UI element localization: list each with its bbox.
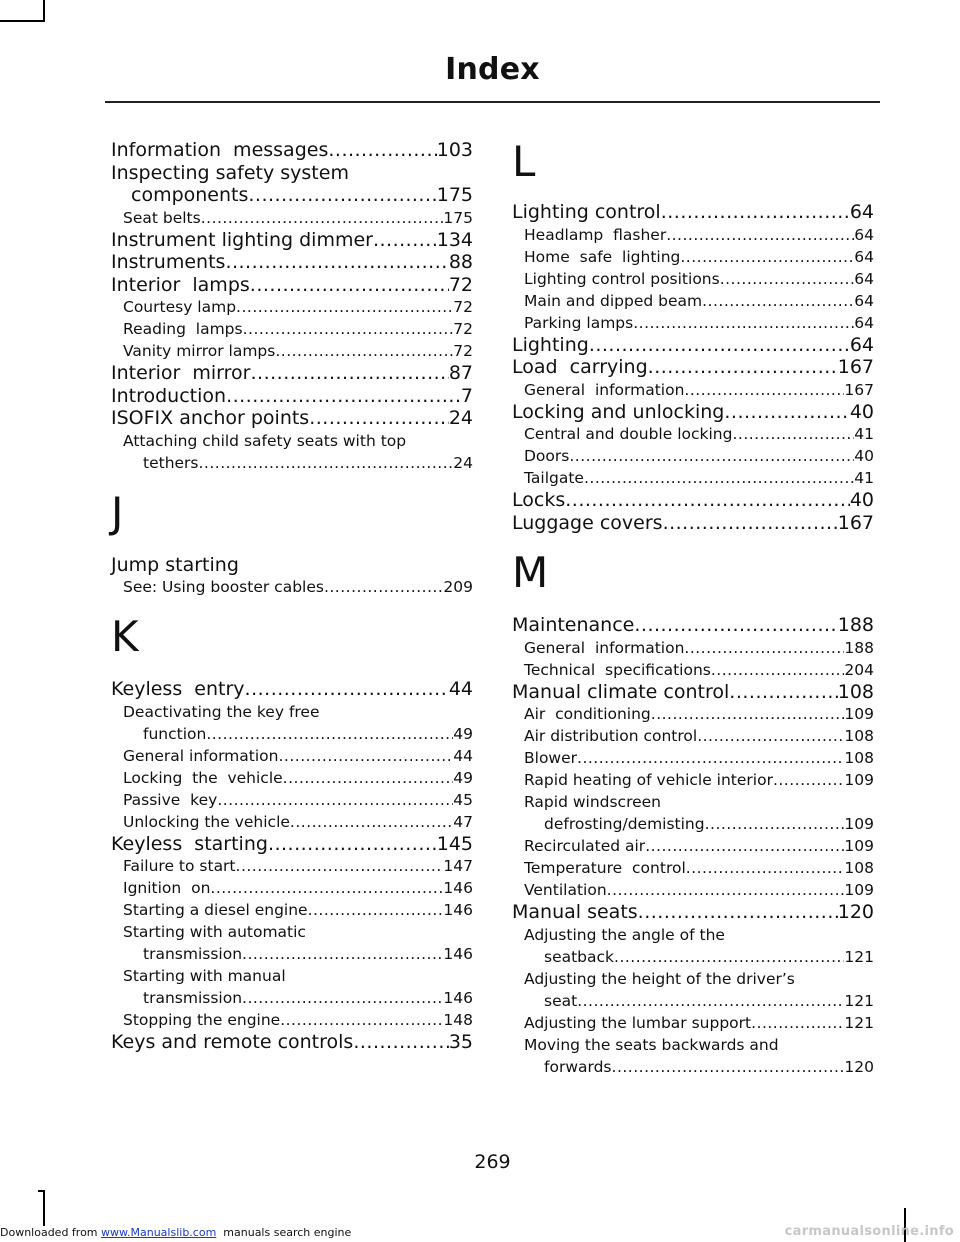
entry-page-number: 146 [443,989,473,1007]
dot-leader [236,855,444,877]
dot-leader [226,385,461,408]
entry-label: seat [544,991,578,1010]
entry-page-number: 120 [837,901,874,923]
index-entry [111,274,473,297]
entry-page-number: 134 [436,228,473,251]
index-entry [111,1031,473,1054]
index-subentry [111,943,473,965]
download-footer [0,1226,351,1239]
index-entry [111,229,473,252]
entry-label: seatback [544,947,615,966]
entry-label: General information [123,746,279,765]
entry-label: Home safe lighting [524,247,681,266]
entry-page-number: 188 [837,614,874,636]
index-subheading: Moving the seats backwards and [524,1035,779,1054]
entry-page-number: 109 [844,815,874,833]
entry-page-number: 64 [854,269,874,288]
entry-page-number: 108 [844,749,874,767]
page-number: 269 [474,1151,511,1173]
index-subentry [512,725,874,747]
entry-page-number: 24 [453,453,473,472]
entry-page-number: 121 [844,991,874,1010]
dot-leader [577,990,844,1012]
index-subentry [111,877,473,899]
entry-label: Tailgate [524,469,584,487]
entry-label: components [131,184,249,206]
entry-page-number: 64 [854,247,874,266]
index-entry [111,678,473,701]
index-subheading: Jump starting [111,553,239,576]
entry-page-number: 64 [854,313,874,332]
entry-label: Central and double locking [524,425,733,443]
entry-page-number: 72 [448,273,473,296]
entry-label: Starting a diesel engine [123,901,308,919]
index-subentry [512,857,874,879]
entry-label: defrosting/demisting [544,815,705,833]
index-subentry [111,723,473,745]
dot-leader [278,745,453,767]
dot-leader [648,356,838,379]
entry-label: Rapid heating of vehicle interior [524,771,773,789]
index-entry [111,184,473,207]
dot-leader [309,407,449,430]
index-subentry [512,990,874,1012]
index-subentry [111,987,473,1009]
dot-leader [565,489,850,512]
index-entry [111,385,473,408]
dot-leader [245,678,449,701]
index-entry [512,201,874,224]
entry-label: Main and dipped beam [524,291,703,310]
index-subentry [512,1056,874,1078]
index-subentry [512,423,874,445]
index-subentry [111,899,473,921]
index-entry [111,139,473,162]
entry-label: tethers [143,453,199,472]
entry-label: Reading lamps [123,320,243,338]
entry-page-number: 72 [453,342,473,360]
index-subentry [111,452,473,474]
entry-page-number: 108 [844,859,874,877]
index-entry [111,407,473,430]
footer-suffix: manuals search engine [216,1226,352,1239]
entry-label: Ignition on [123,879,211,897]
entry-page-number: 121 [844,947,874,966]
index-subentry [512,946,874,968]
entry-label: Keys and remote controls [111,1031,354,1053]
entry-page-number: 109 [844,881,874,899]
index-entry [512,401,874,424]
index-subentry [512,290,874,312]
dot-leader [705,813,845,835]
dot-leader [607,879,845,901]
dot-leader [324,576,443,598]
entry-label: Technical specifications [524,660,711,679]
index-entry [512,614,874,637]
dot-leader [702,290,854,312]
dot-leader [251,362,449,385]
entry-label: Instrument lighting dimmer [111,228,373,251]
entry-label: Parking lamps [524,313,634,332]
index-subentry [512,467,874,489]
entry-page-number: 72 [453,298,473,316]
entry-label: General information [524,638,685,657]
entry-page-number: 40 [854,447,874,465]
dot-leader [248,184,436,207]
dot-leader [651,703,845,725]
entry-page-number: 45 [453,790,473,809]
dot-leader [686,857,845,879]
entry-page-number: 87 [448,362,473,384]
index-entry [512,356,874,379]
crop-mark-top-left-vertical [43,0,45,22]
dot-leader [225,251,448,274]
entry-label: transmission [143,945,243,963]
index-subentry [111,1009,473,1031]
entry-label: Manual climate control [512,680,730,703]
entry-label: Interior mirror [111,362,251,384]
entry-label: Seat belts [123,208,201,227]
dot-leader [751,1012,844,1034]
watermark: carmanualsonline.info [784,1224,954,1239]
dot-leader [283,767,454,789]
index-subentry [512,659,874,681]
dot-leader [697,725,844,747]
entry-page-number: 103 [436,139,473,161]
index-letter-heading: M [512,548,549,597]
dot-leader [569,445,854,467]
index-letter-heading: J [111,487,124,537]
dot-leader [634,614,837,637]
entry-page-number: 40 [849,400,874,423]
index-entry [512,681,874,704]
entry-label: Ventilation [524,881,607,899]
index-subentry [111,855,473,877]
index-subentry [111,340,473,362]
dot-leader [577,747,844,769]
index-subentry [512,813,874,835]
entry-page-number: 167 [837,356,874,378]
dot-leader [666,224,854,246]
entry-page-number: 108 [837,680,874,703]
index-subentry [512,268,874,290]
entry-page-number: 204 [844,660,874,679]
entry-label: Adjusting the lumbar support [524,1013,752,1032]
index-letter-heading: L [512,137,536,186]
index-subheading: Deactivating the key free [123,702,320,721]
index-subentry [512,769,874,791]
entry-label: Headlamp flasher [524,225,667,244]
entry-page-number: 64 [849,333,874,356]
entry-label: forwards [544,1057,612,1076]
index-entry [111,833,473,856]
index-entry [111,362,473,385]
entry-page-number: 109 [844,705,874,723]
index-subentry [111,745,473,767]
entry-label: General information [524,380,685,399]
footer-prefix: Downloaded from [0,1226,102,1239]
dot-leader [661,201,850,224]
entry-page-number: 145 [436,832,473,855]
entry-label: Failure to start [123,857,236,875]
index-subheading: Adjusting the angle of the [524,925,725,944]
entry-label: Unlocking the vehicle [123,812,290,831]
entry-page-number: 148 [443,1011,473,1029]
index-subheading: Inspecting safety system [111,161,349,184]
index-entry [512,901,874,924]
index-subheading: Adjusting the height of the driver’s [524,969,795,988]
dot-leader [729,681,837,704]
page-title: Index [445,52,540,87]
dot-leader [773,769,844,791]
dot-leader [720,268,855,290]
entry-page-number: 40 [849,489,874,511]
dot-leader [724,401,849,424]
entry-label: Lighting control [512,201,661,223]
dot-leader [275,340,453,362]
manualslib-link[interactable]: www.Manualslib.com [101,1226,217,1239]
index-subentry [512,1012,874,1034]
entry-label: Lighting [512,333,589,356]
title-rule [105,101,880,103]
entry-label: Manual seats [512,901,638,923]
entry-label: Blower [524,749,578,767]
dot-leader [684,379,844,401]
entry-page-number: 108 [844,727,874,745]
index-subentry [512,835,874,857]
dot-leader [242,987,443,1009]
index-subheading: Rapid windscreen [524,793,662,811]
entry-label: ISOFIX anchor points [111,407,310,429]
entry-label: Interior lamps [111,273,250,296]
crop-mark-bottom-left-vertical [43,1190,45,1226]
index-subheading: Starting with automatic [123,923,306,941]
index-subentry [111,207,473,229]
entry-label: Locking and unlocking [512,400,725,423]
entry-page-number: 64 [854,291,874,310]
entry-label: Recirculated air [524,837,646,855]
entry-page-number: 64 [854,225,874,244]
entry-page-number: 7 [460,384,473,407]
entry-label: Keyless entry [111,678,245,700]
entry-page-number: 109 [844,771,874,789]
entry-page-number: 146 [443,945,473,963]
dot-leader [663,512,838,535]
index-subentry [111,576,473,598]
entry-label: Instruments [111,251,226,273]
entry-label: function [143,724,207,743]
dot-leader [290,811,453,833]
entry-page-number: 64 [849,201,874,223]
entry-label: Passive key [123,790,218,809]
entry-label: Air distribution control [524,727,698,745]
entry-page-number: 47 [453,812,473,831]
index-subentry [512,703,874,725]
index-subentry [512,224,874,246]
index-subentry [512,379,874,401]
index-subentry [512,312,874,334]
entry-page-number: 49 [453,724,473,743]
index-subheading: Starting with manual [123,967,286,985]
dot-leader [614,946,844,968]
entry-label: Load carrying [512,356,648,378]
dot-leader [308,899,444,921]
entry-label: Introduction [111,384,227,407]
dot-leader [584,467,854,489]
entry-page-number: 41 [854,425,874,443]
index-subheading: Attaching child safety seats with top [123,431,407,450]
entry-label: transmission [143,989,243,1007]
entry-label: Stopping the engine [123,1011,281,1029]
dot-leader [612,1056,845,1078]
index-column-left [111,139,473,1054]
dot-leader [201,207,444,229]
index-subentry [111,767,473,789]
index-subentry [512,246,874,268]
dot-leader [680,246,854,268]
entry-page-number: 24 [448,407,473,429]
index-subentry [111,318,473,340]
dot-leader [645,835,844,857]
index-subentry [512,747,874,769]
dot-leader [280,1009,443,1031]
index-subentry [111,789,473,811]
entry-page-number: 88 [448,251,473,273]
dot-leader [206,723,453,745]
entry-label: Courtesy lamp [123,298,237,316]
dot-leader [236,296,453,318]
dot-leader [684,637,844,659]
index-entry [512,512,874,535]
index-subentry [111,296,473,318]
index-entry [512,489,874,512]
index-entry [111,251,473,274]
dot-leader [638,901,838,924]
index-subentry [111,811,473,833]
dot-leader [199,452,454,474]
entry-page-number: 44 [448,678,473,700]
entry-label: Luggage covers [512,511,663,534]
entry-label: Lighting control positions [524,269,720,288]
dot-leader [210,877,443,899]
index-letter-heading: K [111,612,139,661]
dot-leader [268,833,437,856]
entry-label: Locking the vehicle [123,768,283,787]
entry-label: Locks [512,489,566,511]
entry-label: Information messages [111,139,329,161]
index-subentry [512,637,874,659]
index-entry [512,334,874,357]
dot-leader [250,274,449,297]
entry-page-number: 147 [443,857,473,875]
entry-page-number: 167 [837,511,874,534]
entry-page-number: 41 [854,469,874,487]
entry-label: Doors [524,447,570,465]
entry-page-number: 120 [844,1057,874,1076]
entry-label: Air conditioning [524,705,651,723]
crop-mark-top-left-horizontal [0,20,45,22]
entry-label: Keyless starting [111,832,268,855]
entry-page-number: 35 [448,1031,473,1053]
entry-page-number: 121 [844,1013,874,1032]
dot-leader [711,659,845,681]
entry-label: Maintenance [512,614,635,636]
entry-label: Temperature control [524,859,686,877]
entry-page-number: 188 [844,638,874,657]
entry-label: Vanity mirror lamps [123,342,276,360]
entry-page-number: 146 [443,879,473,897]
entry-label: See: Using booster cables [123,578,324,596]
entry-page-number: 146 [443,901,473,919]
entry-page-number: 72 [453,320,473,338]
entry-page-number: 175 [436,184,473,206]
dot-leader [353,1031,448,1054]
dot-leader [243,318,454,340]
index-subentry [512,879,874,901]
dot-leader [217,789,453,811]
entry-page-number: 167 [844,380,874,399]
entry-page-number: 209 [443,578,473,596]
dot-leader [732,423,854,445]
entry-page-number: 44 [453,746,473,765]
entry-page-number: 109 [844,837,874,855]
entry-page-number: 175 [443,208,473,227]
index-subentry [512,445,874,467]
entry-page-number: 49 [453,768,473,787]
dot-leader [373,229,437,252]
index-column-right [512,139,874,1078]
dot-leader [589,334,850,357]
dot-leader [633,312,854,334]
dot-leader [242,943,443,965]
dot-leader [328,139,436,162]
